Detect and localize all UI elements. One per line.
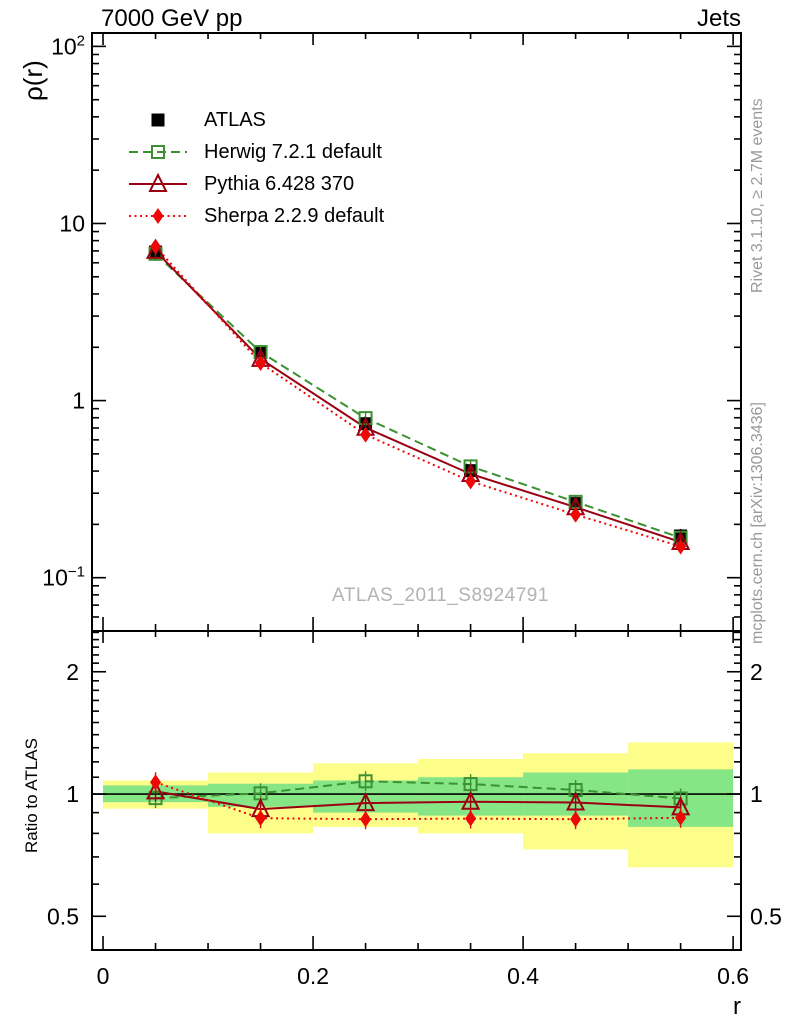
x-tick-label: 0.6 <box>717 963 750 989</box>
x-tick-label: 0 <box>96 963 110 989</box>
rivet-version-note: Rivet 3.1.10, ≥ 2.7M events <box>749 98 766 293</box>
series-herwig-line-main <box>156 254 681 538</box>
legend-marker-atlas-icon <box>128 108 188 132</box>
ratio-y-tick-label-right: 1 <box>750 781 763 808</box>
legend-item-herwig <box>128 140 384 164</box>
series-sherpa-line-main <box>156 247 681 547</box>
legend-label: Herwig 7.2.1 default <box>204 140 382 163</box>
main-y-tick-label: $10^2$ <box>51 32 85 60</box>
plot-title-analysis: Jets <box>696 5 741 32</box>
legend-marker-pythia-icon <box>128 172 188 196</box>
main-y-tick-label: 10 <box>59 210 85 237</box>
legend-label: Pythia 6.428 370 <box>204 172 355 195</box>
plot-title-beam: 7000 GeV pp <box>101 5 243 32</box>
legend-marker-sherpa-icon <box>128 204 188 228</box>
legend-item-atlas <box>128 108 384 132</box>
ratio-y-tick-label-left: 2 <box>66 658 79 685</box>
ratio-y-tick-label-left: 1 <box>66 781 79 808</box>
analysis-id-watermark: ATLAS_2011_S8924791 <box>332 585 549 606</box>
legend-item-sherpa <box>128 204 384 228</box>
main-y-tick-label: 1 <box>72 387 85 414</box>
main-y-axis-label: ρ(r) <box>18 60 48 101</box>
legend <box>128 108 384 236</box>
main-y-tick-label: $10^{-1}$ <box>42 563 85 591</box>
legend-label: Sherpa 2.2.9 default <box>204 204 385 227</box>
ratio-y-tick-label-right: 2 <box>750 658 763 685</box>
ratio-y-tick-label-right: 0.5 <box>750 903 782 930</box>
ratio-y-axis-label: Ratio to ATLAS <box>22 738 41 853</box>
series-pythia-markers <box>148 242 689 819</box>
data-series <box>148 239 689 830</box>
ratio-y-tick-label-left: 0.5 <box>47 903 79 930</box>
legend-label: ATLAS <box>204 108 266 131</box>
series-atlas-markers <box>149 245 687 543</box>
series-pythia-line-main <box>156 251 681 542</box>
marker-square-filled <box>152 114 165 127</box>
legend-item-pythia <box>128 172 384 196</box>
x-tick-label: 0.4 <box>507 963 540 989</box>
series-herwig-markers <box>150 247 687 809</box>
marker-diamond-filled <box>153 208 164 224</box>
legend-marker-herwig-icon <box>128 140 188 164</box>
x-tick-label: 0.2 <box>297 963 330 989</box>
x-axis-label: r <box>733 993 741 1020</box>
mcplots-arxiv-note: mcplots.cern.ch [arXiv:1306.3436] <box>749 402 766 644</box>
